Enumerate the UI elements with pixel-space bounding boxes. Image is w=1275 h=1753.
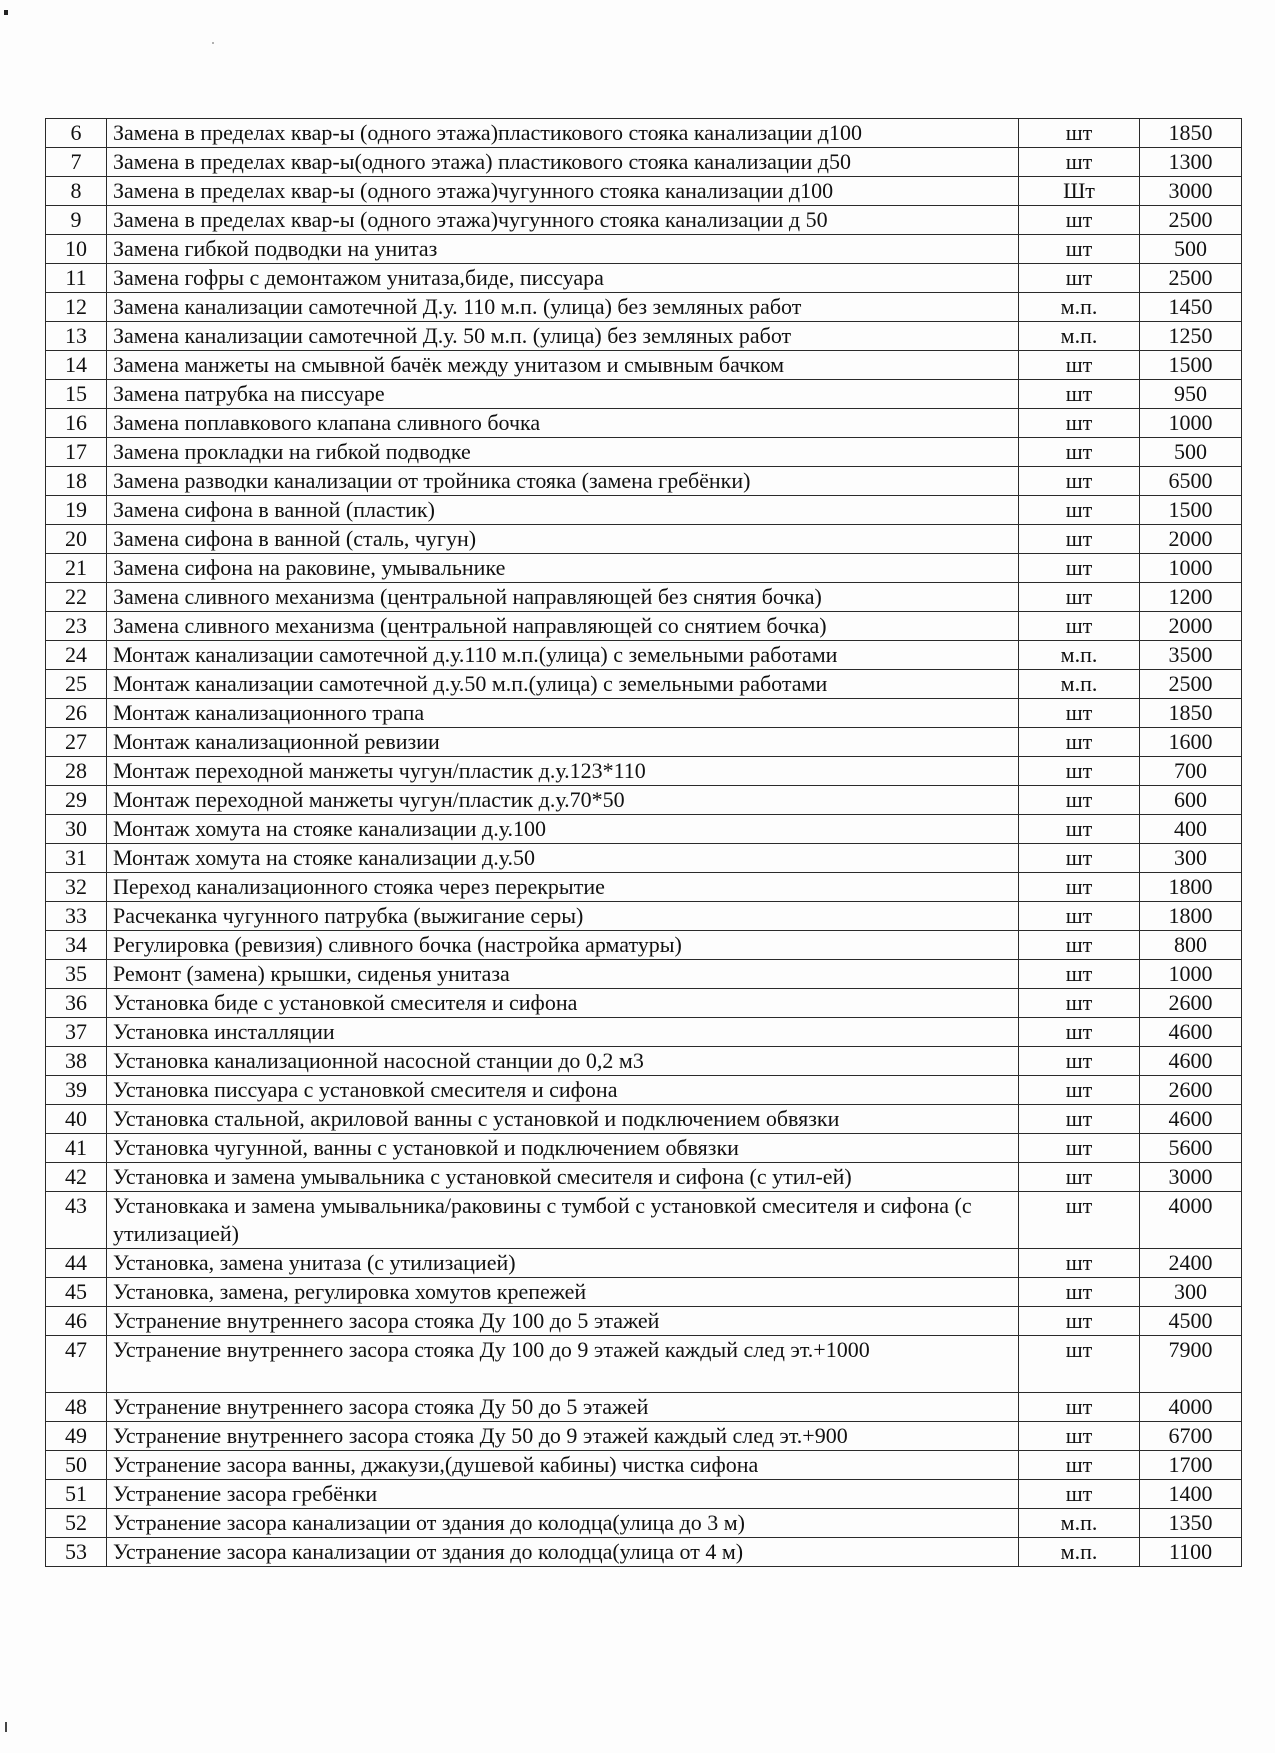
unit-of-measure: шт [1019,1480,1140,1509]
row-number: 45 [46,1278,107,1307]
table-row [46,264,1242,293]
price-value: 400 [1140,815,1242,844]
table-row [46,1451,1242,1480]
row-number: 24 [46,641,107,670]
service-name: Монтаж переходной манжеты чугун/пластик д.у.70*50 [107,786,1019,815]
row-number: 49 [46,1422,107,1451]
table-row [46,467,1242,496]
price-value: 1200 [1140,583,1242,612]
price-value: 1400 [1140,1480,1242,1509]
row-number: 40 [46,1105,107,1134]
unit-of-measure: м.п. [1019,670,1140,699]
row-number: 27 [46,728,107,757]
row-number: 19 [46,496,107,525]
unit-of-measure: шт [1019,264,1140,293]
service-name: Монтаж канализации самотечной д.у.50 м.п.(улица) с земельными работами [107,670,1019,699]
service-name: Установка биде с установкой смесителя и сифона [107,989,1019,1018]
service-name: Установка стальной, акриловой ванны с установкой и подключением обвязки [107,1105,1019,1134]
table-row [46,728,1242,757]
table-row [46,380,1242,409]
table-row [46,322,1242,351]
service-name: Монтаж канализационной ревизии [107,728,1019,757]
price-value: 4600 [1140,1047,1242,1076]
table-row [46,1278,1242,1307]
price-value: 2500 [1140,206,1242,235]
row-number: 38 [46,1047,107,1076]
unit-of-measure: шт [1019,786,1140,815]
service-name: Устранение засора ванны, джакузи,(душевой кабины) чистка сифона [107,1451,1019,1480]
service-name: Замена сифона в ванной (пластик) [107,496,1019,525]
price-value: 1700 [1140,1451,1242,1480]
price-value: 1000 [1140,409,1242,438]
price-value: 1450 [1140,293,1242,322]
table-row [46,119,1242,148]
row-number: 39 [46,1076,107,1105]
row-number: 7 [46,148,107,177]
table-row [46,844,1242,873]
service-name: Устранение внутреннего засора стояка Ду 100 до 9 этажей каждый след эт.+1000 [107,1336,1019,1393]
table-row [46,293,1242,322]
unit-of-measure: шт [1019,844,1140,873]
unit-of-measure: шт [1019,1018,1140,1047]
service-name: Монтаж хомута на стояке канализации д.у.100 [107,815,1019,844]
service-name: Установкака и замена умывальника/раковины с тумбой с установкой смесителя и сифона (с утилизацией) [107,1192,1019,1249]
table-row [46,177,1242,206]
table-row [46,525,1242,554]
unit-of-measure: шт [1019,1422,1140,1451]
table-row [46,351,1242,380]
row-number: 11 [46,264,107,293]
table-row [46,757,1242,786]
service-name: Замена канализации самотечной Д.у. 110 м.п. (улица) без земляных работ [107,293,1019,322]
unit-of-measure: шт [1019,380,1140,409]
service-name: Устранение засора канализации от здания до колодца(улица до 3 м) [107,1509,1019,1538]
table-row [46,554,1242,583]
row-number: 17 [46,438,107,467]
row-number: 21 [46,554,107,583]
row-number: 34 [46,931,107,960]
table-row [46,1249,1242,1278]
row-number: 16 [46,409,107,438]
price-value: 3000 [1140,177,1242,206]
row-number: 14 [46,351,107,380]
price-table-body [46,119,1242,1567]
service-name: Устранение засора канализации от здания до колодца(улица от 4 м) [107,1538,1019,1567]
unit-of-measure: шт [1019,931,1140,960]
unit-of-measure: шт [1019,119,1140,148]
unit-of-measure: шт [1019,496,1140,525]
table-row [46,1192,1242,1249]
service-name: Ремонт (замена) крышки, сиденья унитаза [107,960,1019,989]
price-value: 2500 [1140,670,1242,699]
service-name: Регулировка (ревизия) сливного бочка (настройка арматуры) [107,931,1019,960]
price-value: 2000 [1140,612,1242,641]
service-name: Установка канализационной насосной станции до 0,2 м3 [107,1047,1019,1076]
price-value: 1300 [1140,148,1242,177]
service-name: Установка инсталляции [107,1018,1019,1047]
price-value: 2600 [1140,989,1242,1018]
unit-of-measure: шт [1019,1307,1140,1336]
price-value: 1350 [1140,1509,1242,1538]
price-value: 1850 [1140,699,1242,728]
service-name: Установка чугунной, ванны с установкой и подключением обвязки [107,1134,1019,1163]
service-name: Замена в пределах квар-ы (одного этажа)чугунного стояка канализации д 50 [107,206,1019,235]
row-number: 32 [46,873,107,902]
table-row [46,1076,1242,1105]
table-row [46,496,1242,525]
row-number: 48 [46,1393,107,1422]
unit-of-measure: шт [1019,1076,1140,1105]
table-row [46,931,1242,960]
service-name: Устранение внутреннего засора стояка Ду 50 до 9 этажей каждый след эт.+900 [107,1422,1019,1451]
scan-edge-mark [5,1722,7,1732]
row-number: 36 [46,989,107,1018]
unit-of-measure: шт [1019,409,1140,438]
service-name: Установка и замена умывальника с установкой смесителя и сифона (с утил-ей) [107,1163,1019,1192]
table-row [46,409,1242,438]
price-value: 1600 [1140,728,1242,757]
price-value: 1500 [1140,351,1242,380]
unit-of-measure: Шт [1019,177,1140,206]
table-row [46,670,1242,699]
row-number: 33 [46,902,107,931]
table-row [46,1509,1242,1538]
table-row [46,612,1242,641]
unit-of-measure: шт [1019,1134,1140,1163]
price-value: 4600 [1140,1105,1242,1134]
row-number: 9 [46,206,107,235]
unit-of-measure: шт [1019,815,1140,844]
price-value: 6500 [1140,467,1242,496]
price-value: 6700 [1140,1422,1242,1451]
price-value: 800 [1140,931,1242,960]
table-row [46,1163,1242,1192]
unit-of-measure: шт [1019,1278,1140,1307]
service-name: Замена в пределах квар-ы(одного этажа) пластикового стояка канализации д50 [107,148,1019,177]
table-row [46,1393,1242,1422]
service-name: Замена гибкой подводки на унитаз [107,235,1019,264]
service-name: Установка писсуара с установкой смесителя и сифона [107,1076,1019,1105]
price-value: 1000 [1140,554,1242,583]
row-number: 52 [46,1509,107,1538]
price-value: 4000 [1140,1192,1242,1249]
row-number: 46 [46,1307,107,1336]
table-row [46,1538,1242,1567]
unit-of-measure: м.п. [1019,641,1140,670]
service-name: Замена сливного механизма (центральной направляющей со снятием бочка) [107,612,1019,641]
row-number: 25 [46,670,107,699]
unit-of-measure: шт [1019,206,1140,235]
row-number: 15 [46,380,107,409]
unit-of-measure: шт [1019,1192,1140,1249]
price-value: 600 [1140,786,1242,815]
row-number: 10 [46,235,107,264]
row-number: 41 [46,1134,107,1163]
row-number: 12 [46,293,107,322]
price-table [45,118,1242,1567]
row-number: 42 [46,1163,107,1192]
price-value: 1800 [1140,873,1242,902]
service-name: Замена сифона в ванной (сталь, чугун) [107,525,1019,554]
unit-of-measure: шт [1019,467,1140,496]
price-value: 500 [1140,438,1242,467]
unit-of-measure: шт [1019,438,1140,467]
service-name: Расчеканка чугунного патрубка (выжигание серы) [107,902,1019,931]
price-value: 5600 [1140,1134,1242,1163]
unit-of-measure: м.п. [1019,1538,1140,1567]
table-row [46,148,1242,177]
price-value: 300 [1140,1278,1242,1307]
row-number: 43 [46,1192,107,1249]
table-row [46,235,1242,264]
service-name: Устранение засора гребёнки [107,1480,1019,1509]
service-name: Устранение внутреннего засора стояка Ду 100 до 5 этажей [107,1307,1019,1336]
price-value: 1000 [1140,960,1242,989]
price-value: 1850 [1140,119,1242,148]
service-name: Переход канализационного стояка через перекрытие [107,873,1019,902]
unit-of-measure: шт [1019,1451,1140,1480]
service-name: Замена канализации самотечной Д.у. 50 м.п. (улица) без земляных работ [107,322,1019,351]
table-row [46,583,1242,612]
service-name: Замена прокладки на гибкой подводке [107,438,1019,467]
unit-of-measure: шт [1019,1105,1140,1134]
unit-of-measure: шт [1019,757,1140,786]
price-value: 2600 [1140,1076,1242,1105]
unit-of-measure: шт [1019,525,1140,554]
service-name: Монтаж канализационного трапа [107,699,1019,728]
table-row [46,641,1242,670]
unit-of-measure: м.п. [1019,1509,1140,1538]
service-name: Монтаж переходной манжеты чугун/пластик д.у.123*110 [107,757,1019,786]
row-number: 50 [46,1451,107,1480]
price-value: 3000 [1140,1163,1242,1192]
row-number: 23 [46,612,107,641]
row-number: 31 [46,844,107,873]
service-name: Замена поплавкового клапана сливного бочка [107,409,1019,438]
table-row [46,815,1242,844]
price-value: 1500 [1140,496,1242,525]
table-row [46,438,1242,467]
unit-of-measure: шт [1019,873,1140,902]
unit-of-measure: шт [1019,728,1140,757]
unit-of-measure: шт [1019,902,1140,931]
price-value: 7900 [1140,1336,1242,1393]
unit-of-measure: шт [1019,1047,1140,1076]
service-name: Замена сливного механизма (центральной направляющей без снятия бочка) [107,583,1019,612]
table-row [46,960,1242,989]
unit-of-measure: шт [1019,1336,1140,1393]
unit-of-measure: шт [1019,235,1140,264]
unit-of-measure: шт [1019,612,1140,641]
row-number: 13 [46,322,107,351]
price-value: 2000 [1140,525,1242,554]
service-name: Установка, замена унитаза (с утилизацией) [107,1249,1019,1278]
row-number: 26 [46,699,107,728]
price-value: 300 [1140,844,1242,873]
service-name: Замена в пределах квар-ы (одного этажа)пластикового стояка канализации д100 [107,119,1019,148]
service-name: Установка, замена, регулировка хомутов крепежей [107,1278,1019,1307]
unit-of-measure: шт [1019,583,1140,612]
row-number: 30 [46,815,107,844]
price-value: 3500 [1140,641,1242,670]
row-number: 44 [46,1249,107,1278]
service-name: Замена в пределах квар-ы (одного этажа)чугунного стояка канализации д100 [107,177,1019,206]
row-number: 51 [46,1480,107,1509]
price-value: 950 [1140,380,1242,409]
table-row [46,699,1242,728]
price-value: 4000 [1140,1393,1242,1422]
service-name: Монтаж канализации самотечной д.у.110 м.п.(улица) с земельными работами [107,641,1019,670]
table-row [46,1336,1242,1393]
price-value: 2500 [1140,264,1242,293]
table-row [46,1307,1242,1336]
unit-of-measure: шт [1019,1163,1140,1192]
price-value: 1250 [1140,322,1242,351]
row-number: 28 [46,757,107,786]
service-name: Устранение внутреннего засора стояка Ду 50 до 5 этажей [107,1393,1019,1422]
row-number: 35 [46,960,107,989]
price-value: 700 [1140,757,1242,786]
service-name: Замена сифона на раковине, умывальнике [107,554,1019,583]
row-number: 29 [46,786,107,815]
row-number: 20 [46,525,107,554]
unit-of-measure: м.п. [1019,322,1140,351]
row-number: 8 [46,177,107,206]
unit-of-measure: шт [1019,1393,1140,1422]
table-row [46,873,1242,902]
table-row [46,902,1242,931]
table-row [46,1047,1242,1076]
unit-of-measure: шт [1019,351,1140,380]
service-name: Замена гофры с демонтажом унитаза,биде, писсуара [107,264,1019,293]
table-row [46,1105,1242,1134]
unit-of-measure: шт [1019,148,1140,177]
service-name: Монтаж хомута на стояке канализации д.у.50 [107,844,1019,873]
unit-of-measure: шт [1019,699,1140,728]
service-name: Замена разводки канализации от тройника стояка (замена гребёнки) [107,467,1019,496]
row-number: 18 [46,467,107,496]
table-row [46,1422,1242,1451]
table-row [46,786,1242,815]
table-row [46,1134,1242,1163]
price-value: 4500 [1140,1307,1242,1336]
row-number: 6 [46,119,107,148]
service-name: Замена патрубка на писсуаре [107,380,1019,409]
row-number: 22 [46,583,107,612]
table-row [46,206,1242,235]
row-number: 47 [46,1336,107,1393]
price-value: 2400 [1140,1249,1242,1278]
service-name: Замена манжеты на смывной бачёк между унитазом и смывным бачком [107,351,1019,380]
unit-of-measure: шт [1019,1249,1140,1278]
scan-corner-mark [4,10,8,15]
price-value: 500 [1140,235,1242,264]
row-number: 37 [46,1018,107,1047]
price-value: 1100 [1140,1538,1242,1567]
table-row [46,1480,1242,1509]
scan-speck [212,42,214,44]
unit-of-measure: шт [1019,960,1140,989]
row-number: 53 [46,1538,107,1567]
price-value: 4600 [1140,1018,1242,1047]
unit-of-measure: м.п. [1019,293,1140,322]
price-value: 1800 [1140,902,1242,931]
table-row [46,989,1242,1018]
table-row [46,1018,1242,1047]
unit-of-measure: шт [1019,554,1140,583]
unit-of-measure: шт [1019,989,1140,1018]
